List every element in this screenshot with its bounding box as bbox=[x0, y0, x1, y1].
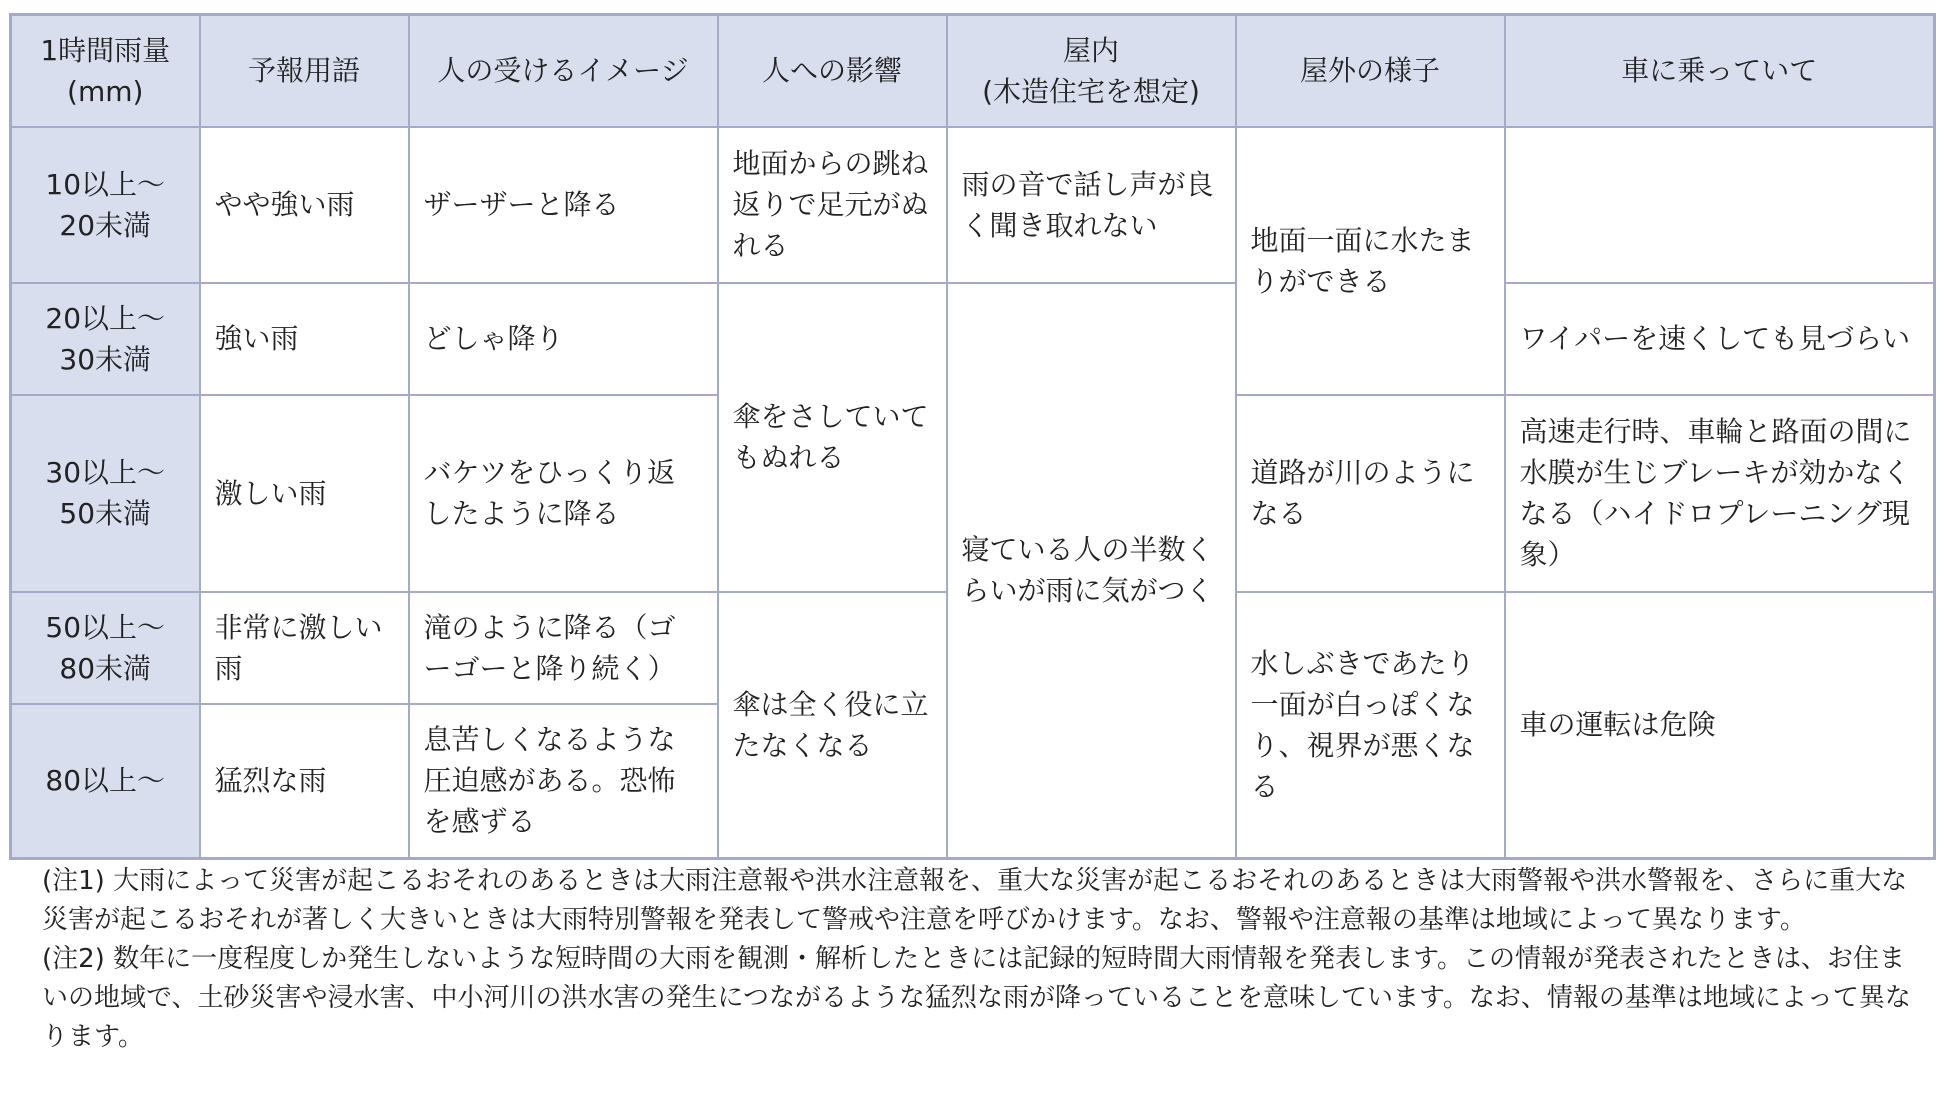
footnote-1: (注1) 大雨によって災害が起こるおそれのあるときは大雨注意報や洪水注意報を、重大な災害が起こるおそれのあるときは大雨警報や洪水警報を、さらに重大な災害が起こるおそれが著しく大きいときは大雨特別警報を発表して警戒や注意を呼びかけます。なお、警報や注意報の基準は地域によって異なります。 bbox=[42, 866, 1908, 935]
impression-cell: バケツをひっくり返したように降る bbox=[409, 395, 718, 592]
rainfall-range-to: 80未満 bbox=[59, 651, 152, 685]
rainfall-range-cell bbox=[11, 704, 200, 859]
forecast-term-cell: 激しい雨 bbox=[200, 395, 409, 592]
rainfall-range-to: 50未満 bbox=[59, 497, 152, 530]
rainfall-range-cell bbox=[11, 395, 200, 592]
rainfall-range-cell bbox=[11, 592, 200, 704]
car-cell: 車の運転は危険 bbox=[1505, 592, 1935, 859]
outdoor-cell: 道路が川のようになる bbox=[1236, 395, 1505, 592]
car-cell: ワイパーを速くしても見づらい bbox=[1505, 283, 1935, 395]
forecast-term-cell: 非常に激しい雨 bbox=[200, 592, 409, 704]
table-row bbox=[11, 127, 1935, 283]
rainfall-range-from: 80以上～ bbox=[45, 764, 166, 798]
indoor-cell: 寝ている人の半数くらいが雨に気がつく bbox=[947, 283, 1236, 859]
impression-cell: ザーザーと降る bbox=[409, 127, 718, 283]
outdoor-cell: 地面一面に水たまりができる bbox=[1236, 127, 1505, 395]
impression-cell: 滝のように降る（ゴーゴーと降り続く） bbox=[409, 592, 718, 704]
car-cell: 高速走行時、車輪と路面の間に水膜が生じブレーキが効かなくなる（ハイドロプレーニング現象） bbox=[1505, 395, 1935, 592]
header-effect-on-people: 人への影響 bbox=[718, 15, 947, 127]
rainfall-range-from: 30以上～ bbox=[45, 456, 166, 489]
table-row bbox=[11, 283, 1935, 395]
rainfall-range-from: 10以上～ bbox=[45, 167, 166, 201]
effect-cell: 傘は全く役に立たなくなる bbox=[718, 592, 947, 859]
header-impression: 人の受けるイメージ bbox=[409, 15, 718, 127]
footnotes bbox=[42, 862, 1922, 1057]
impression-cell: 息苦しくなるような圧迫感がある。恐怖を感ずる bbox=[409, 704, 718, 859]
forecast-term-cell: やや強い雨 bbox=[200, 127, 409, 283]
header-indoor bbox=[947, 15, 1236, 127]
rainfall-range-to: 20未満 bbox=[59, 208, 152, 242]
header-rainfall-line2: (mm) bbox=[67, 74, 144, 108]
header-outdoor: 屋外の様子 bbox=[1236, 15, 1505, 127]
header-rainfall bbox=[11, 15, 200, 127]
rainfall-range-cell bbox=[11, 127, 200, 283]
rainfall-range-from: 50以上～ bbox=[45, 610, 166, 644]
header-rainfall-line1: 1時間雨量 bbox=[40, 33, 171, 67]
header-indoor-line1: 屋内 bbox=[1062, 33, 1119, 67]
rainfall-intensity-table bbox=[9, 13, 1936, 860]
rainfall-range-to: 30未満 bbox=[59, 342, 152, 376]
header-forecast-term: 予報用語 bbox=[200, 15, 409, 127]
forecast-term-cell: 強い雨 bbox=[200, 283, 409, 395]
outdoor-cell: 水しぶきであたり一面が白っぽくなり、視界が悪くなる bbox=[1236, 592, 1505, 859]
impression-cell: どしゃ降り bbox=[409, 283, 718, 395]
header-indoor-line2: (木造住宅を想定) bbox=[982, 74, 1200, 108]
footnote-2: (注2) 数年に一度程度しか発生しないような短時間の大雨を観測・解析したときには記録的短時間大雨情報を発表します。この情報が発表されたときは、お住まいの地域で、土砂災害や浸水害、中小河川の洪水害の発生につながるような猛烈な雨が降っていることを意味しています。なお、情報の基準は地域によって異なります。 bbox=[42, 944, 1911, 1052]
forecast-term-cell: 猛烈な雨 bbox=[200, 704, 409, 859]
header-row bbox=[11, 15, 1935, 127]
effect-cell: 地面からの跳ね返りで足元がぬれる bbox=[718, 127, 947, 283]
indoor-cell: 雨の音で話し声が良く聞き取れない bbox=[947, 127, 1236, 283]
rainfall-range-cell bbox=[11, 283, 200, 395]
effect-cell: 傘をさしていてもぬれる bbox=[718, 283, 947, 592]
car-cell bbox=[1505, 127, 1935, 283]
rainfall-range-from: 20以上～ bbox=[45, 301, 166, 335]
header-in-car: 車に乗っていて bbox=[1505, 15, 1935, 127]
